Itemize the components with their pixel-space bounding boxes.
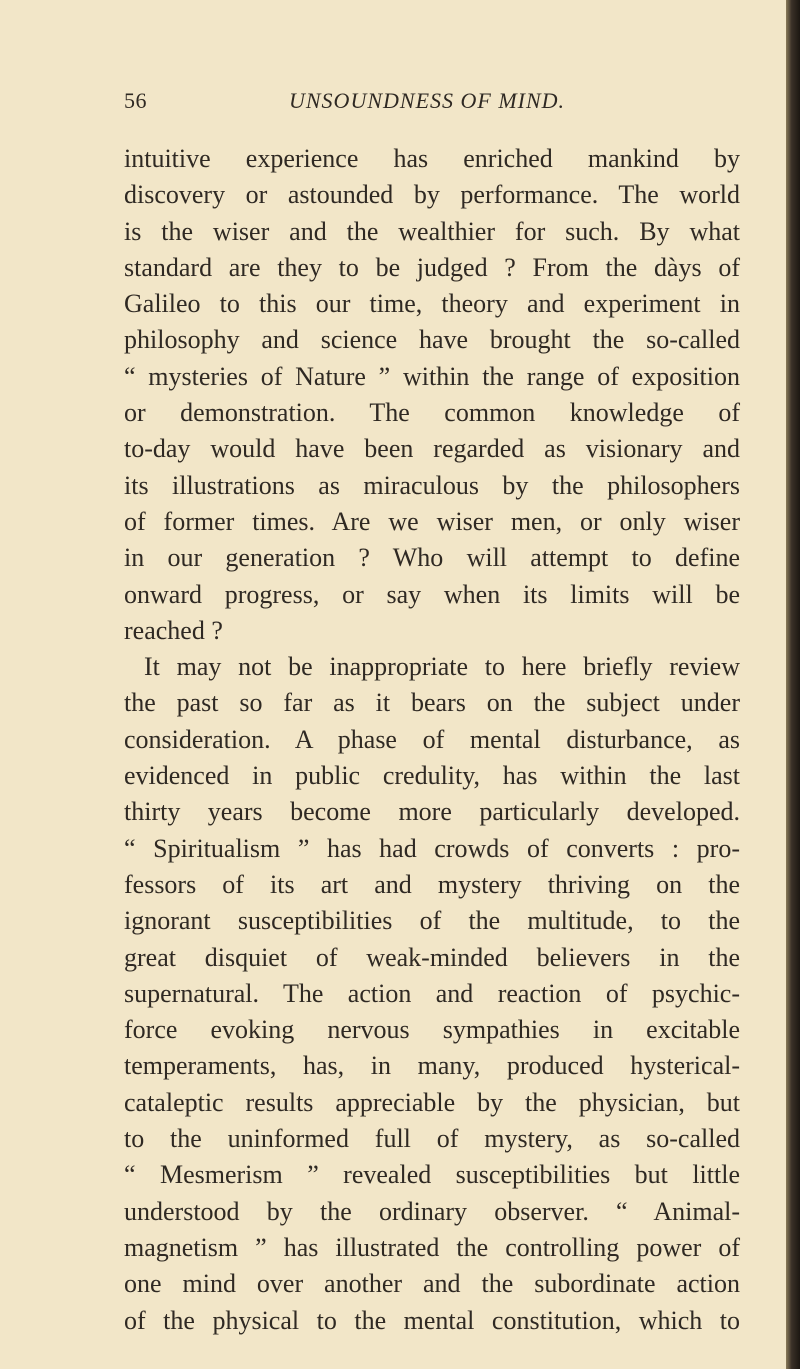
text-line: supernatural. The action and reaction of psychic- [124,978,740,1008]
text-line: is the wiser and the wealthier for such. By what [124,216,740,246]
text-line: force evoking nervous sympathies in excitable [124,1015,740,1045]
text-line: philosophy and science have brought the so-called [124,325,740,355]
text-line: understood by the ordinary observer. “ Animal- [124,1196,740,1226]
text-line: in our generation ? Who will attempt to define [124,543,740,573]
text-line: It may not be inappropriate to here briefly review [144,652,740,682]
text-line: great disquiet of weak-minded believers in the [124,942,740,972]
text-line: thirty years become more particularly developed. [124,797,740,827]
body-text [124,141,740,1339]
text-line: ignorant susceptibilities of the multitude, to the [124,906,740,936]
page-header [124,88,744,128]
text-line: of former times. Are we wiser men, or only wiser [124,506,740,536]
text-line: “ Spiritualism ” has had crowds of converts : pro- [124,833,740,863]
text-line: one mind over another and the subordinate action [124,1269,740,1299]
text-line: the past so far as it bears on the subject under [124,688,740,718]
page-edge [786,0,800,1369]
text-line: reached ? [124,615,223,645]
text-line: standard are they to be judged ? From the dàys of [124,252,740,282]
text-line: cataleptic results appreciable by the physician, but [124,1087,740,1117]
text-line: to-day would have been regarded as visionary and [124,434,740,464]
page-number: 56 [124,88,147,113]
text-line: “ mysteries of Nature ” within the range of exposition [124,361,740,391]
text-line: discovery or astounded by performance. The world [124,180,740,210]
text-line: onward progress, or say when its limits will be [124,579,740,609]
text-line: Galileo to this our time, theory and experiment in [124,289,740,319]
text-line: its illustrations as miraculous by the philosophers [124,470,740,500]
text-line: to the uninformed full of mystery, as so-called [124,1124,740,1154]
text-line: fessors of its art and mystery thriving on the [124,869,740,899]
text-line: or demonstration. The common knowledge of [124,398,740,428]
text-line: of the physical to the mental constitution, which to [124,1305,740,1335]
text-line: “ Mesmerism ” revealed susceptibilities but little [124,1160,740,1190]
text-line: intuitive experience has enriched mankind by [124,144,740,173]
text-line: temperaments, has, in many, produced hysterical- [124,1051,740,1081]
text-line: magnetism ” has illustrated the controlling power of [124,1232,740,1262]
text-line: evidenced in public credulity, has within the last [124,761,740,791]
running-title: UNSOUNDNESS OF MIND. [289,88,566,113]
text-line: consideration. A phase of mental disturbance, as [124,724,740,754]
